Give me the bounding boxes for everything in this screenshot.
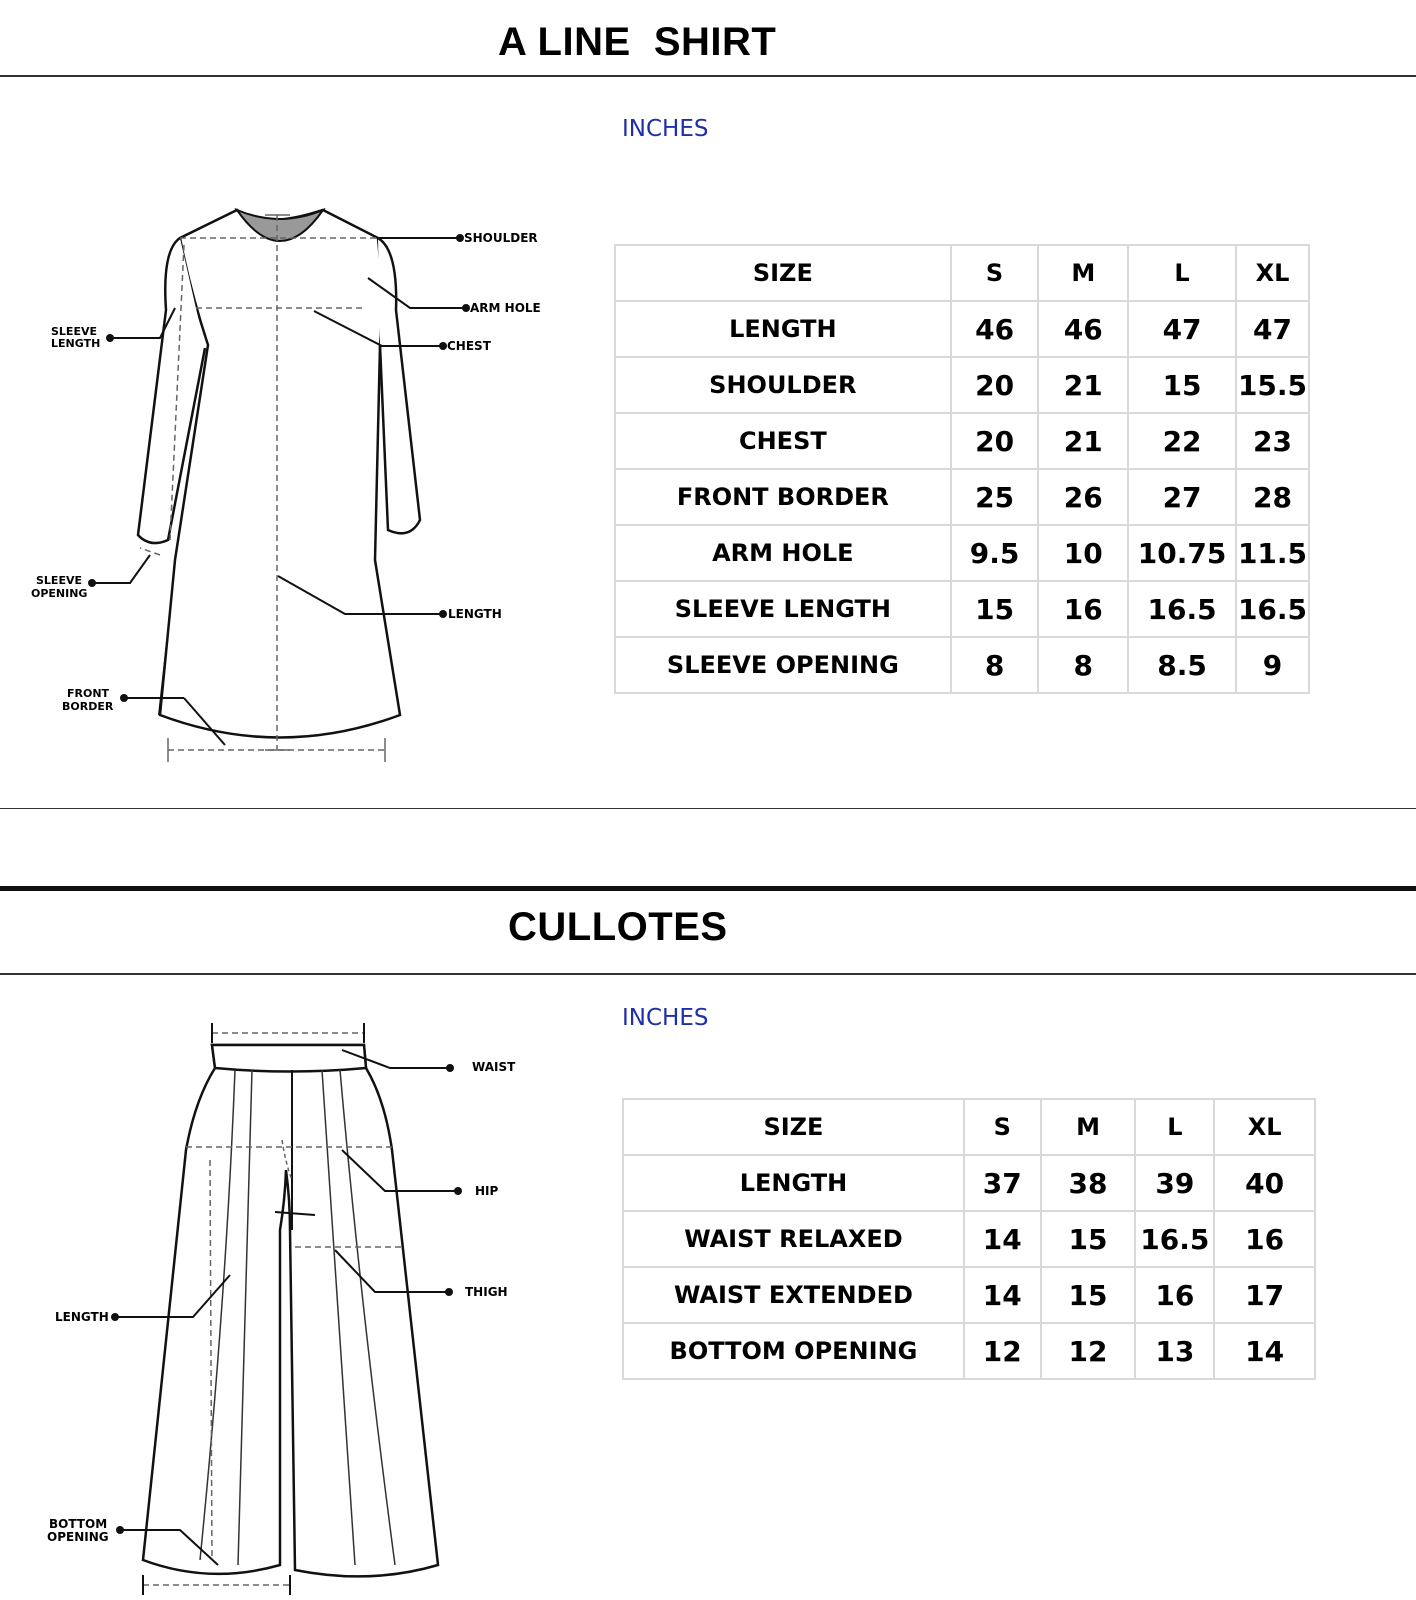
table-cell: 11.5 <box>1236 525 1309 581</box>
cullotes-label-length: LENGTH <box>55 1310 109 1324</box>
shirt-label-sleeve-opening-1: SLEEVE <box>36 574 82 587</box>
cullotes-label-thigh: THIGH <box>465 1285 508 1299</box>
shirt-title-divider <box>0 75 1416 77</box>
table-row <box>623 1155 1315 1211</box>
column-header: S <box>951 245 1039 301</box>
table-cell: 22 <box>1128 413 1236 469</box>
shirt-label-sleeve-length-1: SLEEVE <box>51 325 97 338</box>
shirt-size-table <box>614 244 1310 694</box>
table-cell: 12 <box>964 1323 1041 1379</box>
shirt-label-shoulder: SHOULDER <box>464 231 538 245</box>
table-cell: 14 <box>964 1267 1041 1323</box>
table-cell: 27 <box>1128 469 1236 525</box>
column-header: S <box>964 1099 1041 1155</box>
section-divider-thin <box>0 808 1416 809</box>
table-cell: 15.5 <box>1236 357 1309 413</box>
waistband <box>212 1045 366 1072</box>
table-cell: 12 <box>1041 1323 1136 1379</box>
table-cell: 14 <box>1214 1323 1315 1379</box>
table-cell: 47 <box>1236 301 1309 357</box>
cullotes-title: CULLOTES <box>508 905 728 949</box>
shirt-label-arm-hole: ARM HOLE <box>470 301 541 315</box>
shirt-title: A LINE SHIRT <box>498 20 777 64</box>
shirt-label-sleeve-length-2: LENGTH <box>51 337 101 350</box>
table-cell: 16 <box>1038 581 1128 637</box>
table-cell: 21 <box>1038 413 1128 469</box>
column-header: L <box>1128 245 1236 301</box>
row-label: ARM HOLE <box>615 525 951 581</box>
cullotes-label-waist: WAIST <box>472 1060 516 1074</box>
cullotes-size-table <box>622 1098 1316 1380</box>
row-label: BOTTOM OPENING <box>623 1323 964 1379</box>
table-row <box>623 1211 1315 1267</box>
table-row <box>615 637 1309 693</box>
table-cell: 17 <box>1214 1267 1315 1323</box>
table-cell: 21 <box>1038 357 1128 413</box>
row-label: WAIST EXTENDED <box>623 1267 964 1323</box>
cullotes-label-bottom-opening-2: OPENING <box>47 1530 109 1544</box>
table-cell: 16.5 <box>1236 581 1309 637</box>
column-header: SIZE <box>623 1099 964 1155</box>
shirt-diagram <box>0 180 560 770</box>
cullotes-outline <box>143 1045 438 1576</box>
column-header: XL <box>1214 1099 1315 1155</box>
shirt-label-sleeve-opening-2: OPENING <box>31 587 88 600</box>
table-cell: 9 <box>1236 637 1309 693</box>
cullotes-units-label: INCHES <box>622 1005 709 1031</box>
table-cell: 39 <box>1135 1155 1214 1211</box>
table-row <box>623 1323 1315 1379</box>
table-cell: 46 <box>951 301 1039 357</box>
cullotes-label-bottom-opening-1: BOTTOM <box>49 1517 108 1531</box>
shirt-label-front-border-1: FRONT <box>67 687 110 700</box>
table-cell: 15 <box>1128 357 1236 413</box>
table-row <box>615 357 1309 413</box>
shirt-body-outline <box>160 210 400 738</box>
right-sleeve <box>378 238 420 533</box>
table-cell: 14 <box>964 1211 1041 1267</box>
column-header: XL <box>1236 245 1309 301</box>
table-row <box>615 525 1309 581</box>
table-cell: 46 <box>1038 301 1128 357</box>
cullotes-label-hip: HIP <box>475 1184 499 1198</box>
cullotes-title-divider <box>0 973 1416 975</box>
row-label: SLEEVE LENGTH <box>615 581 951 637</box>
table-cell: 13 <box>1135 1323 1214 1379</box>
table-row <box>623 1267 1315 1323</box>
table-cell: 15 <box>951 581 1039 637</box>
table-cell: 16.5 <box>1128 581 1236 637</box>
shirt-units-label: INCHES <box>622 116 709 142</box>
section-divider-thick <box>0 886 1416 891</box>
table-row <box>615 413 1309 469</box>
row-label: SLEEVE OPENING <box>615 637 951 693</box>
row-label: LENGTH <box>615 301 951 357</box>
table-cell: 8.5 <box>1128 637 1236 693</box>
table-row <box>615 301 1309 357</box>
table-cell: 9.5 <box>951 525 1039 581</box>
table-cell: 8 <box>1038 637 1128 693</box>
table-row <box>615 469 1309 525</box>
column-header: M <box>1041 1099 1136 1155</box>
table-cell: 20 <box>951 413 1039 469</box>
table-cell: 38 <box>1041 1155 1136 1211</box>
cullotes-diagram <box>0 1015 560 1600</box>
shirt-label-front-border-2: BORDER <box>62 700 114 713</box>
shirt-label-chest: CHEST <box>447 339 491 353</box>
table-cell: 25 <box>951 469 1039 525</box>
table-cell: 8 <box>951 637 1039 693</box>
table-cell: 37 <box>964 1155 1041 1211</box>
row-label: LENGTH <box>623 1155 964 1211</box>
row-label: FRONT BORDER <box>615 469 951 525</box>
row-label: SHOULDER <box>615 357 951 413</box>
table-cell: 26 <box>1038 469 1128 525</box>
table-cell: 47 <box>1128 301 1236 357</box>
table-cell: 16 <box>1135 1267 1214 1323</box>
table-cell: 16 <box>1214 1211 1315 1267</box>
shirt-label-length: LENGTH <box>448 607 502 621</box>
table-cell: 20 <box>951 357 1039 413</box>
table-header-row <box>615 245 1309 301</box>
column-header: M <box>1038 245 1128 301</box>
table-cell: 15 <box>1041 1267 1136 1323</box>
table-cell: 40 <box>1214 1155 1315 1211</box>
row-label: CHEST <box>615 413 951 469</box>
table-cell: 10.75 <box>1128 525 1236 581</box>
table-cell: 16.5 <box>1135 1211 1214 1267</box>
table-cell: 10 <box>1038 525 1128 581</box>
table-cell: 23 <box>1236 413 1309 469</box>
table-cell: 28 <box>1236 469 1309 525</box>
column-header: L <box>1135 1099 1214 1155</box>
table-row <box>615 581 1309 637</box>
column-header: SIZE <box>615 245 951 301</box>
table-header-row <box>623 1099 1315 1155</box>
table-cell: 15 <box>1041 1211 1136 1267</box>
row-label: WAIST RELAXED <box>623 1211 964 1267</box>
